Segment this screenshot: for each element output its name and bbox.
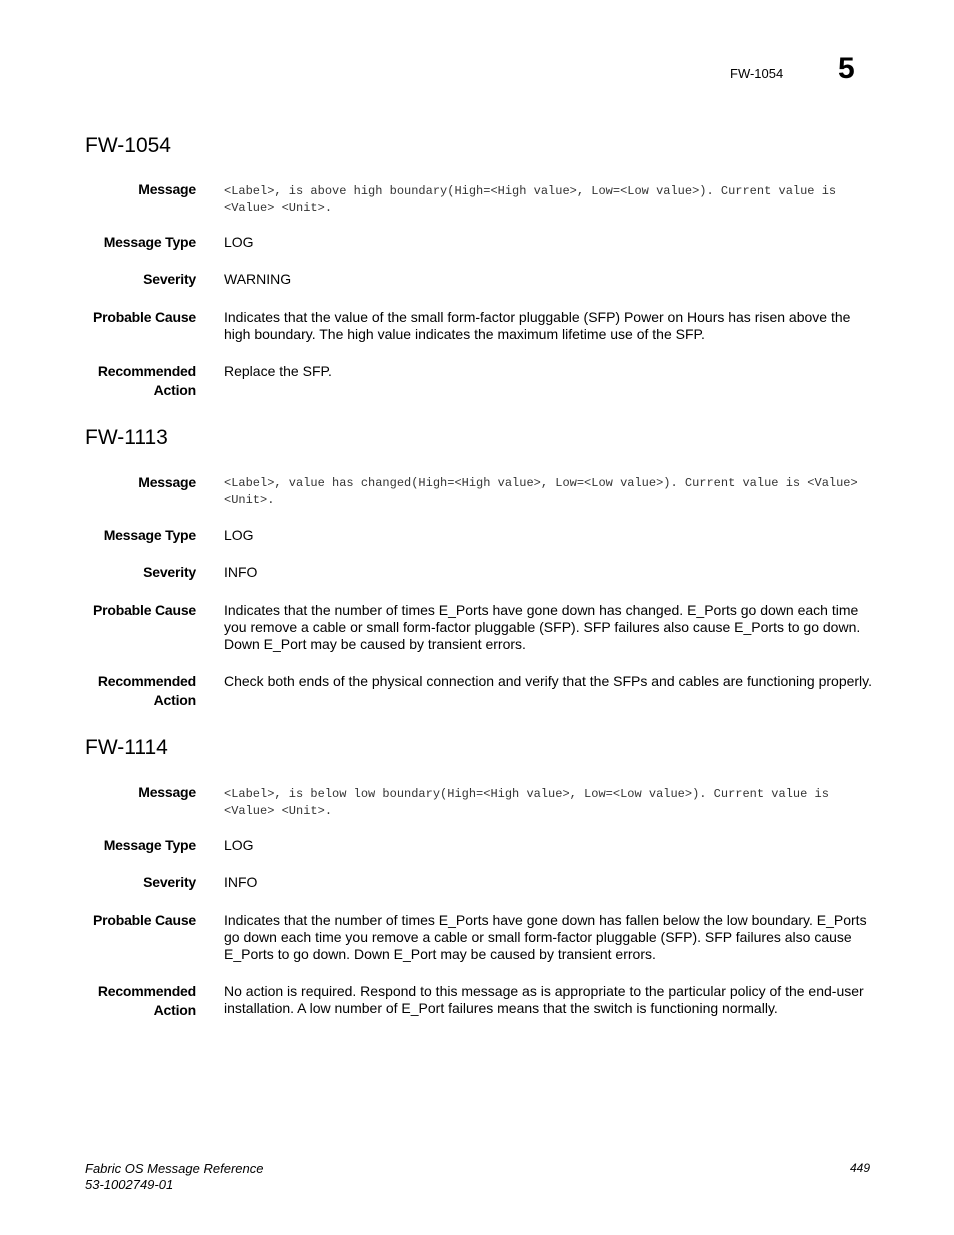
field-value: Replace the SFP.	[224, 363, 332, 379]
field-value: WARNING	[224, 271, 292, 287]
footer-book-title: Fabric OS Message Reference	[85, 1161, 264, 1176]
field-value: Indicates that the number of times E_Ports have gone down has fallen below the low boundary. E_Ports go down each time you remove a cable or small form-factor pluggable (SFP). SFP failures also cause E_Ports to go down. Down E_Port may be caused by transient errors.	[224, 912, 867, 962]
field-label: Severity	[143, 271, 196, 287]
field-value: INFO	[224, 874, 258, 890]
field-value: LOG	[224, 234, 254, 250]
field-value: No action is required. Respond to this message as is appropriate to the particular policy of the end-user installation. A low number of E_Port failures means that the switch is functioning normally.	[224, 983, 864, 1016]
field-label: Probable Cause	[92, 912, 196, 928]
field-label: Message	[138, 474, 196, 490]
field-label: Message Type	[103, 527, 196, 543]
section-title: FW-1114	[85, 736, 168, 759]
field-value: INFO	[224, 564, 258, 580]
field-label: Recommended Action	[97, 983, 196, 1018]
field-value: LOG	[224, 837, 254, 853]
field-value: <Label>, value has changed(High=<High value>, Low=<Low value>). Current value is <Value> <Unit>.	[224, 476, 858, 507]
footer-doc-number: 53-1002749-01	[85, 1177, 174, 1192]
field-label: Message	[138, 181, 196, 197]
field-value: Check both ends of the physical connection and verify that the SFPs and cables are functioning properly.	[224, 673, 873, 689]
running-header-title: FW-1054	[730, 66, 784, 81]
field-value: <Label>, is below low boundary(High=<High value>, Low=<Low value>). Current value is <Value> <Unit>.	[224, 787, 829, 818]
field-label: Message Type	[103, 234, 196, 250]
section-title: FW-1054	[85, 134, 171, 157]
field-value: LOG	[224, 527, 254, 543]
chapter-number: 5	[838, 52, 855, 85]
field-value: Indicates that the value of the small form-factor pluggable (SFP) Power on Hours has risen above the high boundary. The high value indicates the maximum lifetime use of the SFP.	[224, 309, 851, 342]
footer-page-number: 449	[849, 1161, 870, 1175]
field-label: Recommended Action	[97, 363, 196, 398]
field-label: Message Type	[103, 837, 196, 853]
footer-book-info	[85, 1161, 263, 1193]
field-label: Severity	[143, 564, 196, 580]
field-label: Probable Cause	[92, 309, 196, 325]
field-label: Probable Cause	[92, 602, 196, 618]
field-label: Message	[138, 784, 196, 800]
field-value: Indicates that the number of times E_Ports have gone down has changed. E_Ports go down each time you remove a cable or small form-factor pluggable (SFP). SFP failures also cause E_Ports to go down. Down E_Port may be caused by transient errors.	[224, 602, 861, 652]
field-label: Severity	[143, 874, 196, 890]
field-label: Recommended Action	[97, 673, 196, 708]
field-value: <Label>, is above high boundary(High=<High value>, Low=<Low value>). Current value is <Value> <Unit>.	[224, 184, 837, 215]
section-title: FW-1113	[85, 426, 168, 449]
